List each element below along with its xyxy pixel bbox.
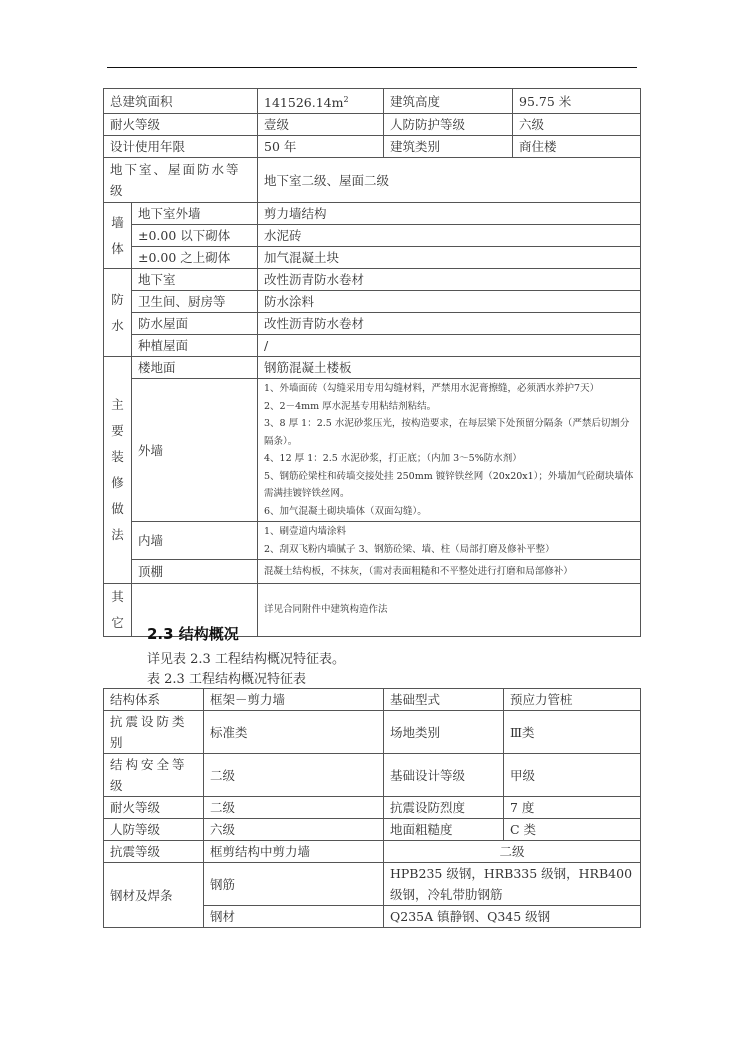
row-label: 防水屋面 bbox=[132, 313, 258, 335]
row-label: 内墙 bbox=[132, 522, 258, 560]
row-value: 二级 bbox=[204, 797, 384, 819]
group-char: 防 bbox=[111, 291, 124, 307]
row-label: 地下室 bbox=[132, 269, 258, 291]
table-row bbox=[104, 247, 641, 269]
row-value: 7 度 bbox=[504, 797, 641, 819]
table-row bbox=[104, 689, 641, 711]
row-label: 钢材 bbox=[204, 906, 384, 928]
table-row bbox=[104, 89, 641, 114]
group-char: 水 bbox=[111, 317, 124, 333]
row-value: 钢筋混凝土楼板 bbox=[258, 357, 641, 379]
group-char: 墙 bbox=[111, 214, 124, 230]
group-char: 其 bbox=[111, 589, 124, 605]
group-char: 法 bbox=[111, 527, 124, 543]
table-caption: 表 2.3 工程结构概况特征表 bbox=[147, 672, 306, 687]
section-intro: 详见表 2.3 工程结构概况特征表。 bbox=[147, 652, 345, 667]
group-waterproofing bbox=[104, 269, 132, 357]
label-waterproof-grade: 地下室、屋面防水等级 bbox=[104, 158, 258, 203]
row-label: 地下室外墙 bbox=[132, 203, 258, 225]
structure-overview-table bbox=[103, 688, 641, 928]
interior-wall-notes bbox=[258, 522, 641, 560]
note-line: 4、12 厚 1：2.5 水泥砂浆，打正底；（内加 3～5%防水剂） bbox=[264, 453, 522, 465]
row-label: ±0.00 以下砌体 bbox=[132, 225, 258, 247]
group-wall bbox=[104, 203, 132, 269]
table-row bbox=[104, 269, 641, 291]
row-value: 标准类 bbox=[204, 711, 384, 754]
table-row bbox=[104, 114, 641, 136]
value-text: 141526.14m bbox=[264, 95, 344, 111]
row-label: 基础设计等级 bbox=[384, 754, 504, 797]
table-row bbox=[104, 203, 641, 225]
table-row bbox=[104, 136, 641, 158]
note-line: 5、钢筋砼梁柱和砖墙交接处挂 250mm 镀锌铁丝网（20x20x1）；外墙加气砼砌块墙体需满挂镀锌铁丝网。 bbox=[264, 470, 634, 500]
group-char: 装 bbox=[111, 449, 124, 465]
row-label: 抗震设防烈度 bbox=[384, 797, 504, 819]
row-label: 钢筋 bbox=[204, 863, 384, 906]
group-char: 修 bbox=[111, 475, 124, 491]
row-value: 详见合同附件中建筑构造作法 bbox=[258, 584, 641, 637]
label-fire-rating: 耐火等级 bbox=[104, 114, 258, 136]
row-value: 框架－剪力墙 bbox=[204, 689, 384, 711]
table-row bbox=[104, 560, 641, 584]
label-total-area: 总建筑面积 bbox=[104, 89, 258, 114]
row-label: 基础型式 bbox=[384, 689, 504, 711]
row-value: 框剪结构中剪力墙 bbox=[204, 841, 384, 863]
value-building-height: 95.75 米 bbox=[513, 89, 641, 114]
group-other bbox=[104, 584, 132, 637]
value-waterproof-grade: 地下室二级、屋面二级 bbox=[258, 158, 641, 203]
row-value: 改性沥青防水卷材 bbox=[258, 269, 641, 291]
row-value: Ⅲ类 bbox=[504, 711, 641, 754]
row-label: 顶棚 bbox=[132, 560, 258, 584]
row-value: C 类 bbox=[504, 819, 641, 841]
row-value: / bbox=[258, 335, 641, 357]
value-building-type: 商住楼 bbox=[513, 136, 641, 158]
row-label: 地面粗糙度 bbox=[384, 819, 504, 841]
table-row bbox=[104, 711, 641, 754]
value-civil-defense: 六级 bbox=[513, 114, 641, 136]
group-decoration bbox=[104, 357, 132, 584]
table-row bbox=[104, 522, 641, 560]
group-char: 体 bbox=[111, 240, 124, 256]
table-row bbox=[104, 357, 641, 379]
label-civil-defense: 人防防护等级 bbox=[384, 114, 513, 136]
row-value: 二级 bbox=[204, 754, 384, 797]
row-label: 钢材及焊条 bbox=[104, 863, 204, 928]
row-label: 抗震设防类别 bbox=[104, 711, 204, 754]
row-label: 人防等级 bbox=[104, 819, 204, 841]
row-value: 水泥砖 bbox=[258, 225, 641, 247]
group-char: 做 bbox=[111, 501, 124, 517]
row-value: 预应力管桩 bbox=[504, 689, 641, 711]
table-row bbox=[104, 379, 641, 522]
building-overview-table bbox=[103, 88, 641, 637]
table-row bbox=[104, 335, 641, 357]
label-building-type: 建筑类别 bbox=[384, 136, 513, 158]
note-line: 1、刷壹道内墙涂料 bbox=[264, 526, 347, 538]
table-row bbox=[104, 291, 641, 313]
row-value: 六级 bbox=[204, 819, 384, 841]
page-header-rule bbox=[107, 67, 637, 68]
value-total-area bbox=[258, 89, 384, 114]
table-row bbox=[104, 819, 641, 841]
table-row bbox=[104, 754, 641, 797]
superscript: 2 bbox=[343, 95, 349, 104]
row-label: 场地类别 bbox=[384, 711, 504, 754]
note-line: 6、加气混凝土砌块墙体（双面勾缝）。 bbox=[264, 505, 427, 517]
row-value: Q235A 镇静钢、Q345 级钢 bbox=[384, 906, 641, 928]
table-row bbox=[104, 158, 641, 203]
group-char: 主 bbox=[111, 397, 124, 413]
note-line: 3、8 厚 1：2.5 水泥砂浆压光，按构造要求，在每层梁下处预留分隔条（严禁后切割分隔条）。 bbox=[264, 418, 630, 447]
value-design-life: 50 年 bbox=[258, 136, 384, 158]
note-line: 1、外墙面砖（勾缝采用专用勾缝材料，严禁用水泥膏擦缝，必须洒水养护7天） bbox=[264, 383, 600, 395]
row-value: 防水涂料 bbox=[258, 291, 641, 313]
row-value: 甲级 bbox=[504, 754, 641, 797]
section-title: 2.3 结构概况 bbox=[147, 625, 239, 643]
row-label: 抗震等级 bbox=[104, 841, 204, 863]
table-row bbox=[104, 841, 641, 863]
row-label: 耐火等级 bbox=[104, 797, 204, 819]
row-value: HPB235 级钢，HRB335 级钢，HRB400 级钢，冷轧带肋钢筋 bbox=[384, 863, 641, 906]
note-line: 2、2－4mm 厚水泥基专用粘结剂粘结。 bbox=[264, 400, 437, 412]
label-building-height: 建筑高度 bbox=[384, 89, 513, 114]
table-row bbox=[104, 225, 641, 247]
row-label: 结构体系 bbox=[104, 689, 204, 711]
row-label: 卫生间、厨房等 bbox=[132, 291, 258, 313]
note-line: 2、刮双飞粉内墙腻子 3、钢筋砼梁、墙、柱（局部打磨及修补平整） bbox=[264, 543, 555, 555]
row-value: 改性沥青防水卷材 bbox=[258, 313, 641, 335]
label-design-life: 设计使用年限 bbox=[104, 136, 258, 158]
value-fire-rating: 壹级 bbox=[258, 114, 384, 136]
row-label: 楼地面 bbox=[132, 357, 258, 379]
row-label: ±0.00 之上砌体 bbox=[132, 247, 258, 269]
row-value: 二级 bbox=[384, 841, 641, 863]
row-label: 结构安全等级 bbox=[104, 754, 204, 797]
table-row bbox=[104, 797, 641, 819]
row-value: 剪力墙结构 bbox=[258, 203, 641, 225]
group-char: 它 bbox=[111, 615, 124, 631]
exterior-wall-notes bbox=[258, 379, 641, 522]
row-value: 混凝土结构板，不抹灰，（需对表面粗糙和不平整处进行打磨和局部修补） bbox=[258, 560, 641, 584]
row-value: 加气混凝土块 bbox=[258, 247, 641, 269]
table-row bbox=[104, 863, 641, 906]
group-char: 要 bbox=[111, 423, 124, 439]
row-label: 外墙 bbox=[132, 379, 258, 522]
row-label: 种植屋面 bbox=[132, 335, 258, 357]
table-row bbox=[104, 313, 641, 335]
